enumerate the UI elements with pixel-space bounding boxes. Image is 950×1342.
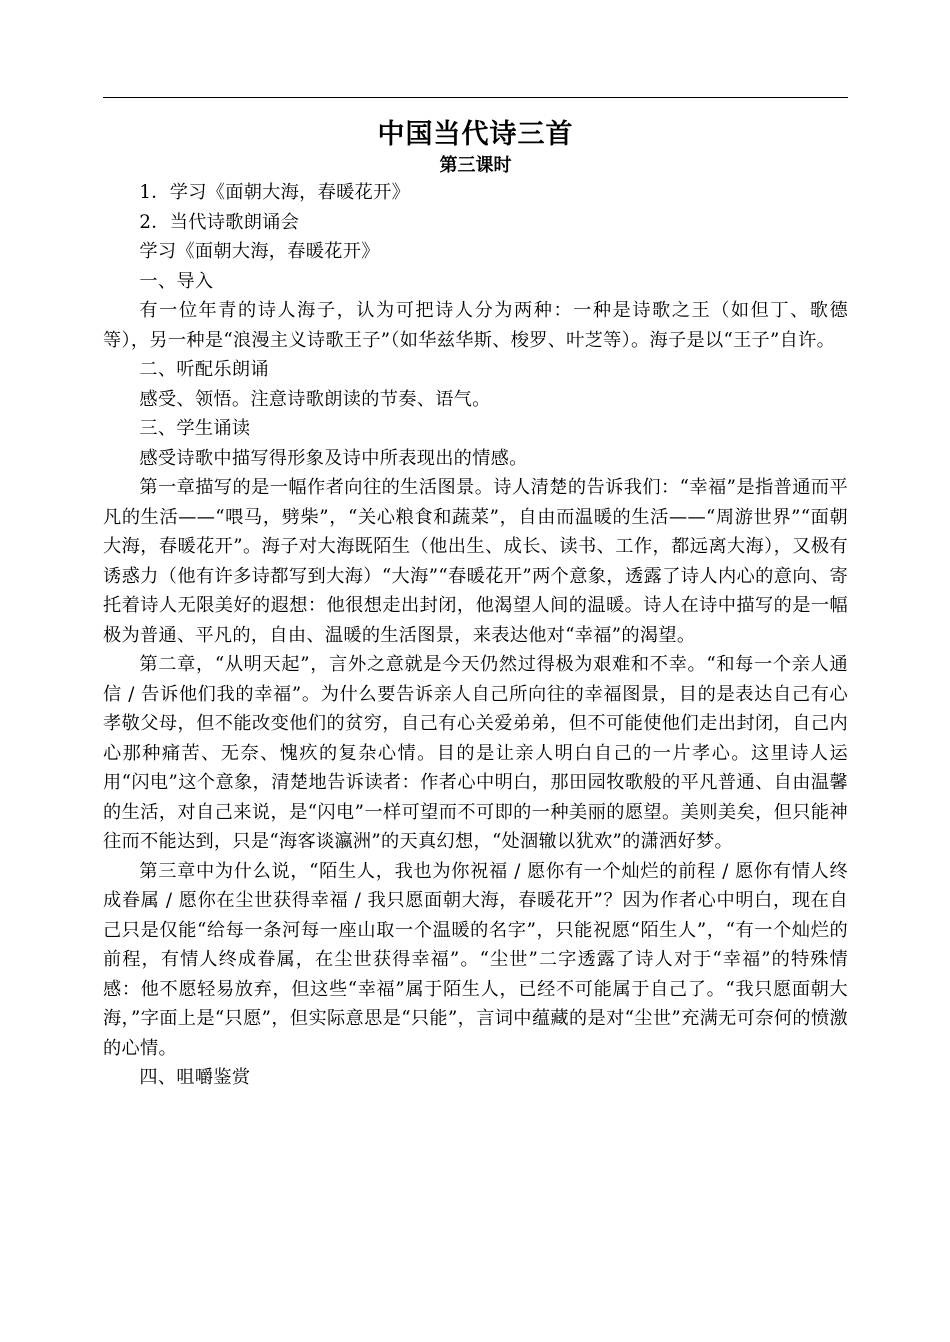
document-subtitle: 第三课时 bbox=[439, 155, 512, 176]
step-heading-intro: 一、导入 bbox=[139, 270, 214, 292]
section-heading: 学习《面朝大海，春暖花开》 bbox=[139, 241, 380, 262]
step-heading-recite: 三、学生诵读 bbox=[139, 418, 251, 439]
paragraph-chapter-1: 第一章描写的是一幅作者向往的生活图景。诗人清楚的告诉我们：“幸福”是指普通而平凡的生活——“喂马，劈柴”，“关心粮食和蔬菜”，自由而温暖的生活——“周游世界”“面朝大海，春暖花开”。海子对大海既陌生（他出生、成长、读书、工作，都远离大海），又极有诱惑力（他有许多诗都写到大海）“大海”“春暖花开”两个意象，透露了诗人内心的意向、寄托着诗人无限美好的遐想：他很想走出封闭，他渴望人间的温暖。诗人在诗中描写的是一幅极为普通、平凡的，自由、温暖的生活图景，来表达他对“幸福”的渴望。 bbox=[103, 477, 848, 646]
document-body bbox=[103, 116, 848, 1093]
document-title: 中国当代诗三首 bbox=[377, 119, 574, 150]
list-item-1: 1．学习《面朝大海，春暖花开》 bbox=[139, 182, 411, 203]
paragraph-chapter-3: 第三章中为什么说，“陌生人，我也为你祝福 / 愿你有一个灿烂的前程 / 愿你有情人终成眷属 / 愿你在尘世获得幸福 / 我只愿面朝大海，春暖花开”？因为作者心中明白，现在自己只是仅能“给每一条河每一座山取一个温暖的名字”，只能祝愿“陌生人”，“有一个灿烂的前程，有情人终成眷属，在尘世获得幸福”。“尘世”二字透露了诗人对于“幸福”的特殊情感：他不愿轻易放弃，但这些“幸福”属于陌生人，已经不可能属于自己了。“我只愿面朝大海，”字面上是“只愿”，但实际意思是“只能”，言词中蕴藏的是对“尘世”充满无可奈何的愤激的心情。 bbox=[103, 860, 848, 1059]
list-item-2: 2．当代诗歌朗诵会 bbox=[139, 211, 300, 233]
paragraph-recite: 感受诗歌中描写得形象及诗中所表现出的情感。 bbox=[139, 447, 528, 469]
paragraph-intro: 有一位年青的诗人海子，认为可把诗人分为两种：一种是诗歌之王（如但丁、歌德等），另一种是“浪漫主义诗歌王子”（如华兹华斯、梭罗、叶芝等）。海子是以“王子”自许。 bbox=[103, 300, 848, 351]
step-heading-listen: 二、听配乐朗诵 bbox=[139, 359, 269, 380]
header-rule bbox=[103, 97, 848, 98]
step-heading-appreciation: 四、咀嚼鉴赏 bbox=[139, 1067, 251, 1088]
paragraph-listen: 感受、领悟。注意诗歌朗读的节奏、语气。 bbox=[139, 388, 491, 410]
paragraph-chapter-2: 第二章，“从明天起”，言外之意就是今天仍然过得极为艰难和不幸。“和每一个亲人通信 / 告诉他们我的幸福”。为什么要告诉亲人自己所向往的幸福图景，目的是表达自己有心孝敬父母，但不能改变他们的贫穷，自己有心关爱弟弟，但不可能使他们走出封闭，自己内心那种痛苦、无奈、愧疚的复杂心情。目的是让亲人明白自己的一片孝心。这里诗人运用“闪电”这个意象，清楚地告诉读者：作者心中明白，那田园牧歌般的平凡普通、自由温馨的生活，对自己来说，是“闪电”一样可望而不可即的一种美丽的愿望。美则美矣，但只能神往而不能达到，只是“海客谈瀛洲”的天真幻想，“处涸辙以犹欢”的潇洒好梦。 bbox=[103, 654, 848, 852]
